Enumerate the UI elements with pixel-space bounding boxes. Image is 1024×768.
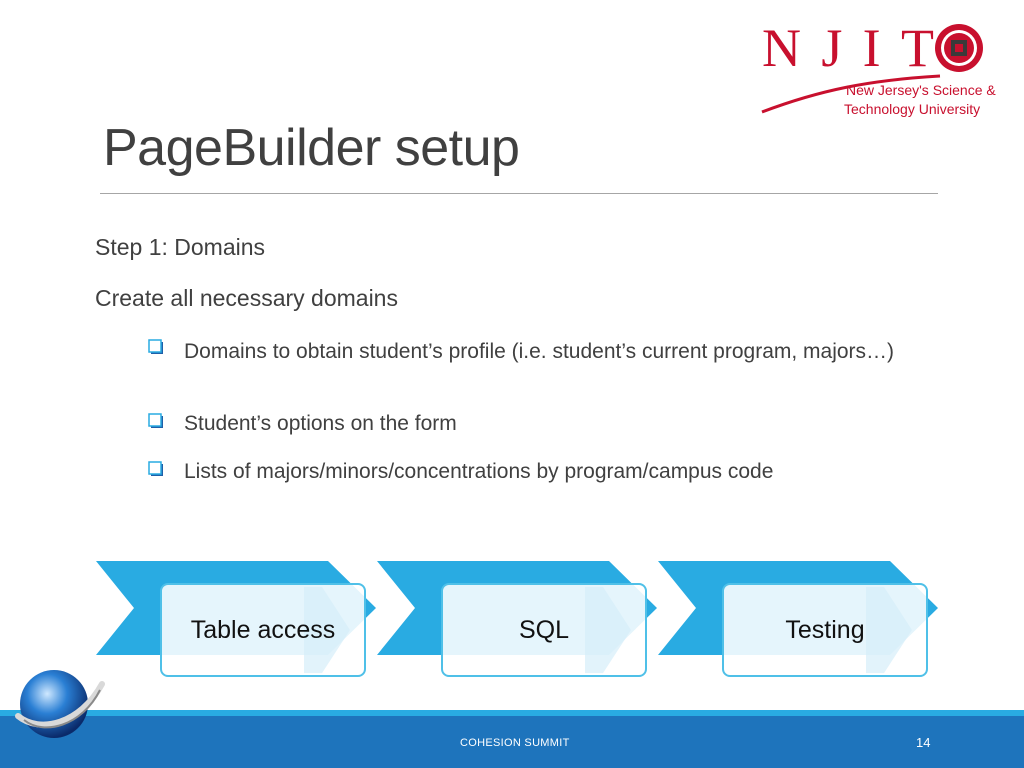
- process-step-label: Table access: [190, 615, 336, 644]
- footer-event-name: COHESION SUMMIT: [460, 737, 570, 749]
- title-divider: [100, 193, 938, 194]
- card-arrow-shade: [866, 585, 926, 675]
- cohesion-orb-logo-icon: [10, 664, 106, 744]
- process-step-table-access: [160, 583, 366, 677]
- checkbox-bullet-icon: [148, 461, 164, 477]
- bullet-item: Student’s options on the form: [184, 412, 457, 435]
- checkbox-bullet-icon: [148, 413, 164, 429]
- bullet-item: Lists of majors/minors/concentrations by program/campus code: [184, 460, 774, 483]
- process-step-label: Testing: [785, 615, 865, 644]
- card-arrow-shade: [585, 585, 645, 675]
- step-label: Step 1: Domains: [95, 234, 266, 260]
- slide-title: PageBuilder setup: [103, 119, 520, 177]
- checkbox-bullet-icon: [148, 339, 164, 355]
- njit-tagline-2: Technology University: [844, 101, 981, 117]
- njit-wordmark: NJIT: [762, 20, 934, 78]
- bullet-item: Domains to obtain student’s profile (i.e. student’s current program, majors…): [184, 340, 895, 363]
- process-step-label: SQL: [518, 615, 570, 644]
- njit-tagline-1: New Jersey's Science &: [846, 82, 996, 98]
- process-step-testing: [722, 583, 928, 677]
- section-heading: Create all necessary domains: [95, 285, 398, 311]
- page-number: 14: [916, 735, 931, 750]
- njit-logo: [760, 20, 996, 124]
- process-step-sql: [441, 583, 647, 677]
